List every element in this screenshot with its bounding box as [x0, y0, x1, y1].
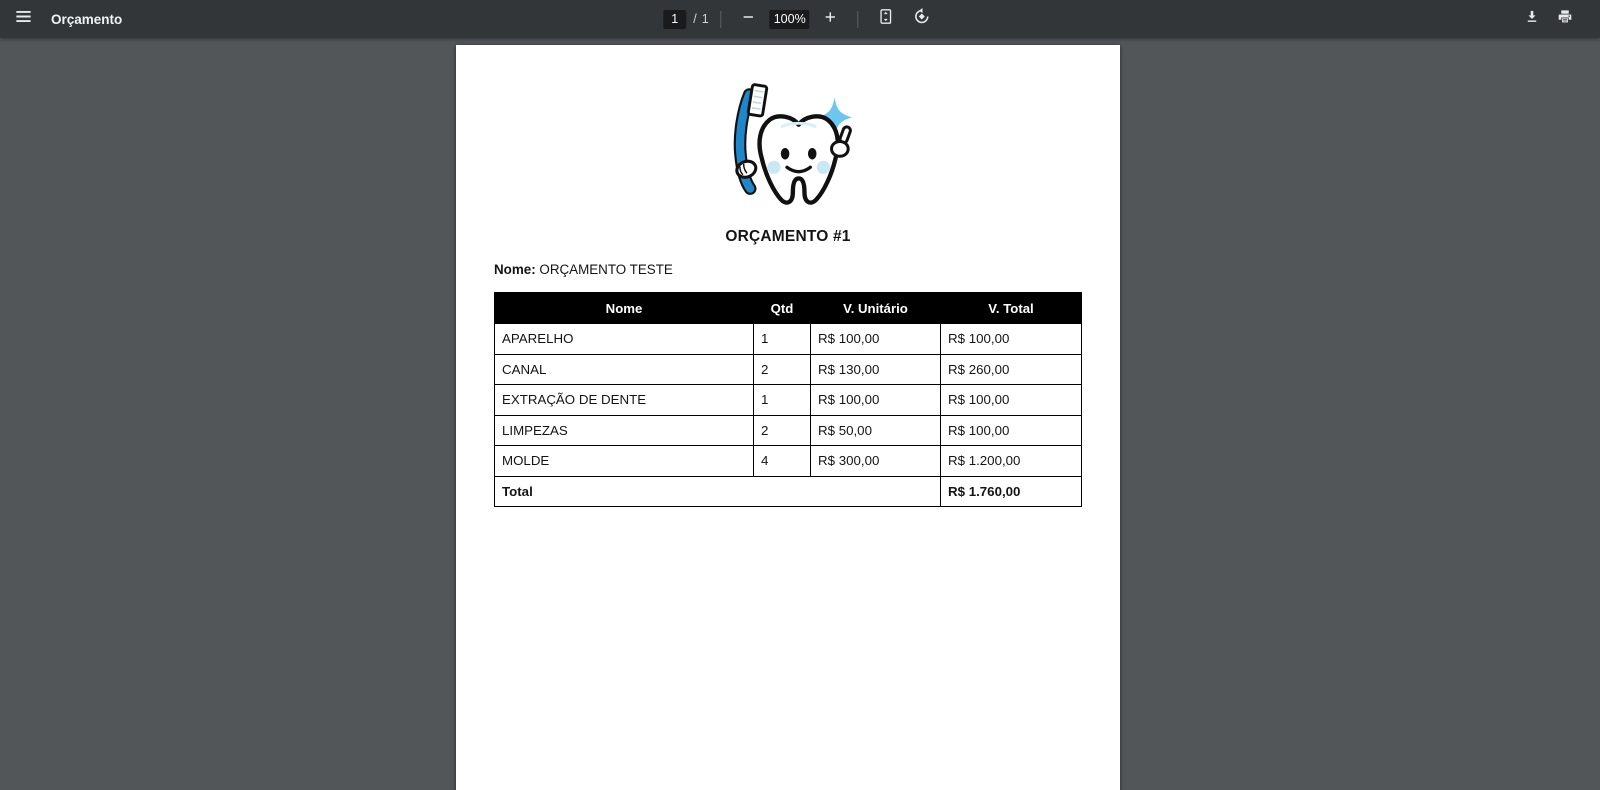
name-line [494, 262, 1120, 278]
cell-v-total: R$ 100,00 [941, 385, 1082, 416]
cell-v-total: R$ 260,00 [941, 354, 1082, 385]
cell-v-total: R$ 100,00 [941, 415, 1082, 446]
table-total-row [495, 476, 1082, 507]
table-row [495, 354, 1082, 385]
cell-v-unitario: R$ 50,00 [811, 415, 941, 446]
plus-icon [823, 9, 839, 30]
total-value: R$ 1.760,00 [941, 476, 1082, 507]
cell-qtd: 4 [754, 446, 811, 477]
table-row [495, 415, 1082, 446]
zoom-out-button[interactable] [734, 4, 764, 34]
cell-qtd: 2 [754, 354, 811, 385]
table-row [495, 446, 1082, 477]
header-qtd: Qtd [754, 293, 811, 324]
toolbar-divider [721, 11, 722, 28]
cell-v-unitario: R$ 100,00 [811, 324, 941, 355]
toolbar-left [0, 4, 122, 34]
table-row [495, 385, 1082, 416]
cell-qtd: 2 [754, 415, 811, 446]
table-header-row [495, 293, 1082, 324]
page-separator: / [693, 12, 697, 26]
cell-nome: MOLDE [495, 446, 754, 477]
cell-qtd: 1 [754, 324, 811, 355]
rotate-button[interactable] [907, 4, 937, 34]
zoom-level-field[interactable]: 100% [770, 10, 810, 29]
toolbar-right [1517, 4, 1600, 34]
table-row [495, 324, 1082, 355]
cell-v-unitario: R$ 100,00 [811, 385, 941, 416]
page-total: 1 [701, 12, 709, 26]
pdf-toolbar [0, 0, 1600, 38]
print-icon [1556, 8, 1574, 31]
fit-to-page-icon [876, 7, 895, 31]
cell-nome: EXTRAÇÃO DE DENTE [495, 385, 754, 416]
budget-table [494, 292, 1082, 507]
page-number-input[interactable]: 1 [663, 10, 686, 29]
name-value: ORÇAMENTO TESTE [539, 262, 673, 277]
minus-icon [741, 9, 757, 30]
hamburger-menu-icon [14, 7, 33, 31]
print-button[interactable] [1550, 4, 1580, 34]
cell-v-total: R$ 100,00 [941, 324, 1082, 355]
name-label: Nome: [494, 262, 536, 277]
budget-heading: ORÇAMENTO #1 [725, 228, 851, 245]
cell-qtd: 1 [754, 385, 811, 416]
rotate-counterclockwise-icon [912, 7, 931, 31]
cell-v-total: R$ 1.200,00 [941, 446, 1082, 477]
pdf-viewer-area[interactable] [0, 38, 1600, 790]
fit-to-page-button[interactable] [871, 4, 901, 34]
tooth-mascot-illustration [717, 82, 859, 208]
toolbar-center [663, 0, 936, 38]
download-icon [1523, 8, 1541, 31]
cell-v-unitario: R$ 300,00 [811, 446, 941, 477]
header-v-unitario: V. Unitário [811, 293, 941, 324]
document-title: Orçamento [51, 11, 123, 27]
total-label: Total [495, 476, 941, 507]
menu-button[interactable] [8, 4, 38, 34]
header-nome: Nome [495, 293, 754, 324]
download-button[interactable] [1517, 4, 1547, 34]
cell-nome: APARELHO [495, 324, 754, 355]
cell-nome: LIMPEZAS [495, 415, 754, 446]
pdf-page [456, 45, 1120, 790]
cell-v-unitario: R$ 130,00 [811, 354, 941, 385]
cell-nome: CANAL [495, 354, 754, 385]
toolbar-divider [858, 11, 859, 28]
header-v-total: V. Total [941, 293, 1082, 324]
zoom-in-button[interactable] [816, 4, 846, 34]
